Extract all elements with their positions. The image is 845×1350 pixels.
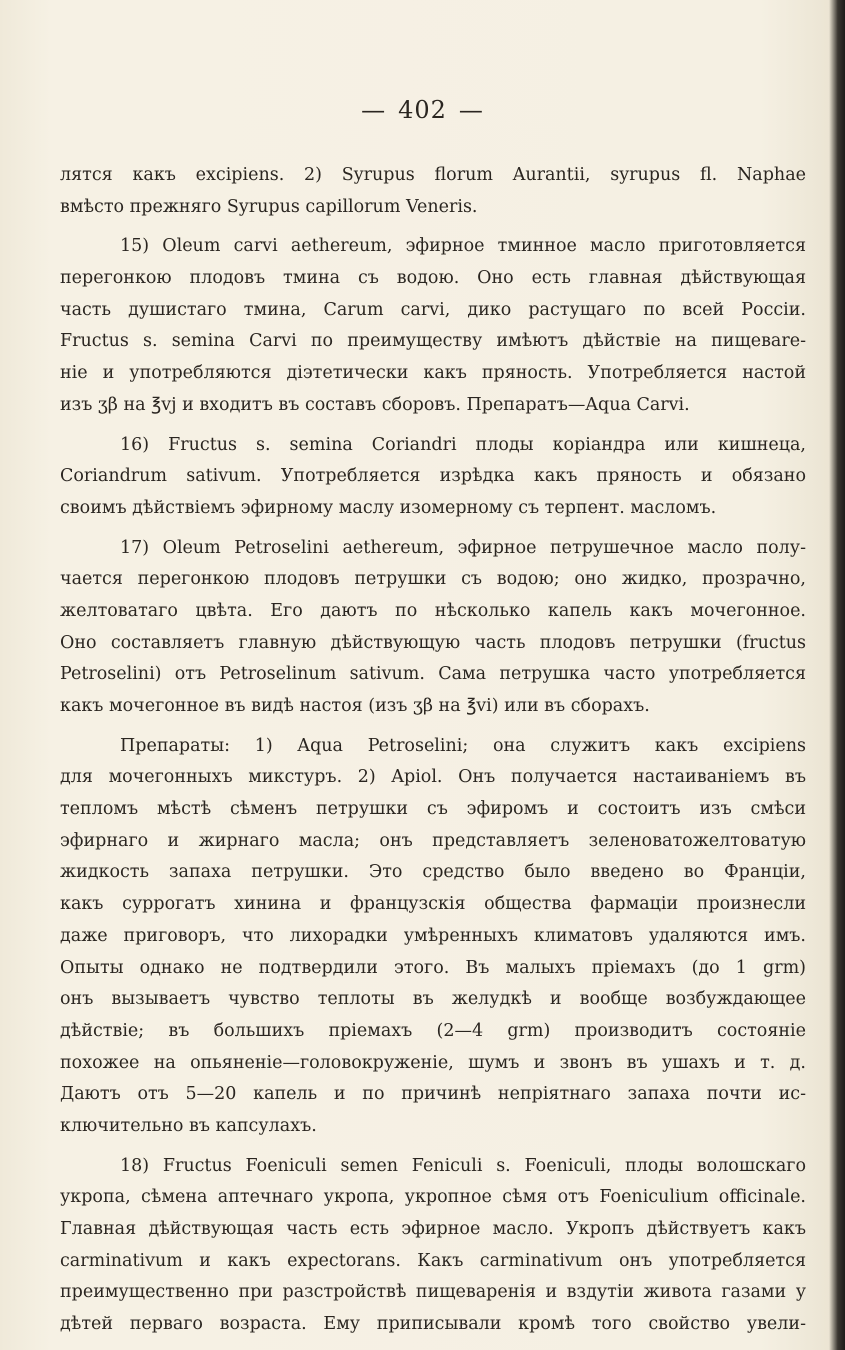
text-line: 16) Fructus s. semina Coriandri плоды коріандра или кишнеца, <box>120 434 806 455</box>
text-line: изъ ʒβ на ℥vj и входитъ въ составъ сборовъ. Препаратъ—Aqua Carvi. <box>60 394 690 415</box>
page-number-header <box>0 96 845 124</box>
page-number-dash-left: — <box>361 96 387 124</box>
page-number: 402 <box>398 96 447 124</box>
text-line: часть душистаго тмина, Carum carvi, дико растущаго по всей Россіи. <box>60 299 806 320</box>
text-line: дѣйствіе; въ большихъ пріемахъ (2—4 grm) производитъ состояніе <box>60 1020 806 1041</box>
text-line: чается перегонкою плодовъ петрушки съ водою; оно жидко, прозрачно, <box>60 569 806 590</box>
paragraph-gap <box>60 422 806 430</box>
text-line: для мочегонныхъ микстуръ. 2) Apiol. Онъ получается настаиваніемъ въ <box>60 767 806 788</box>
text-line: эфирнаго и жирнаго масла; онъ представляетъ зеленоватожелтоватую <box>60 830 806 851</box>
text-line: какъ мочегонное въ видѣ настоя (изъ ʒβ на ℥vi) или въ сборахъ. <box>60 696 650 716</box>
text-line: Fructus s. semina Carvi по преимуществу имѣютъ дѣйствіе на пищевare- <box>60 331 806 352</box>
text-line: Препараты: 1) Aqua Petroselini; она служитъ какъ excipiens <box>120 735 806 756</box>
text-line: жидкость запаха петрушки. Это средство было введено во Франціи, <box>60 862 806 883</box>
text-line: похожее на опьяненіе—головокруженіе, шумъ и звонъ въ ушахъ и т. д. <box>60 1052 806 1073</box>
text-line: carminativum и какъ expectorans. Какъ carminativum онъ употребляется <box>60 1250 806 1271</box>
text-line: Даютъ отъ 5—20 капель и по причинѣ непріятнаго запаха почти ис- <box>60 1084 806 1105</box>
text-line: преимущественно при разстройствѣ пищеваренія и вздутіи живота газами у <box>60 1282 806 1303</box>
paragraph-gap <box>60 223 806 231</box>
text-line: Petroselini) отъ Petroselinum sativum. Сама петрушка часто употребляется <box>60 664 806 685</box>
page-number-dash-right: — <box>458 96 484 124</box>
page-edge-shadow <box>829 0 845 1350</box>
text-line: Главная дѣйствующая часть есть эфирное масло. Укропъ дѣйствуетъ какъ <box>60 1219 806 1239</box>
text-line: лятся какъ excipiens. 2) Syrupus florum Aurantii, syrupus fl. Naphae <box>60 165 806 185</box>
text-line: ніе и употребляются діэтетически какъ пряность. Употребляется настой <box>60 363 806 384</box>
body-text <box>60 160 806 1341</box>
text-line: укропа, сѣмена аптечнаго укропа, укропное сѣмя отъ Foeniculium officinale. <box>60 1187 806 1208</box>
paragraph-gap <box>60 723 806 731</box>
text-line: 18) Fructus Foeniculi semen Feniculi s. Foeniculi, плоды волошскаго <box>120 1155 806 1176</box>
text-line: даже приговоръ, что лихорадки умѣренныхъ климатовъ удаляются имъ. <box>60 925 806 946</box>
text-line: своимъ дѣйствіемъ эфирному маслу изомерному съ терпент. масломъ. <box>60 497 717 518</box>
text-line: Оно составляетъ главную дѣйствующую часть плодовъ петрушки (fructus <box>60 632 806 653</box>
text-line: тепломъ мѣстѣ сѣменъ петрушки съ эфиромъ и состоитъ изъ смѣси <box>60 799 806 820</box>
text-line: вмѣсто прежняго Syrupus capillorum Veneris. <box>60 196 478 217</box>
text-line: какъ суррогатъ хинина и французскія общества фармаціи произнесли <box>60 894 806 915</box>
text-line: ключительно въ капсулахъ. <box>60 1115 317 1136</box>
text-line: дѣтей перваго возраста. Ему приписывали кромѣ того свойство увели- <box>60 1314 806 1335</box>
text-line: Опыты однако не подтвердили этого. Въ малыхъ пріемахъ (до 1 grm) <box>60 957 806 978</box>
text-line: Coriandrum sativum. Употребляется изрѣдка какъ пряность и обязано <box>60 466 806 487</box>
paragraph-gap <box>60 1143 806 1151</box>
text-line: 17) Oleum Petroselini aethereum, эфирное петрушечное масло полу- <box>120 537 806 558</box>
text-line: перегонкою плодовъ тмина съ водою. Оно есть главная дѣйствующая <box>60 268 806 289</box>
text-line: онъ вызываетъ чувство теплоты въ желудкѣ и вообще возбуждающее <box>60 989 806 1010</box>
text-line: 15) Oleum carvi aethereum, эфирное тминное масло приготовляется <box>120 236 806 257</box>
paragraph-gap <box>60 525 806 533</box>
text-line: желтоватаго цвѣта. Его даютъ по нѣсколько капель какъ мочегонное. <box>60 600 806 621</box>
